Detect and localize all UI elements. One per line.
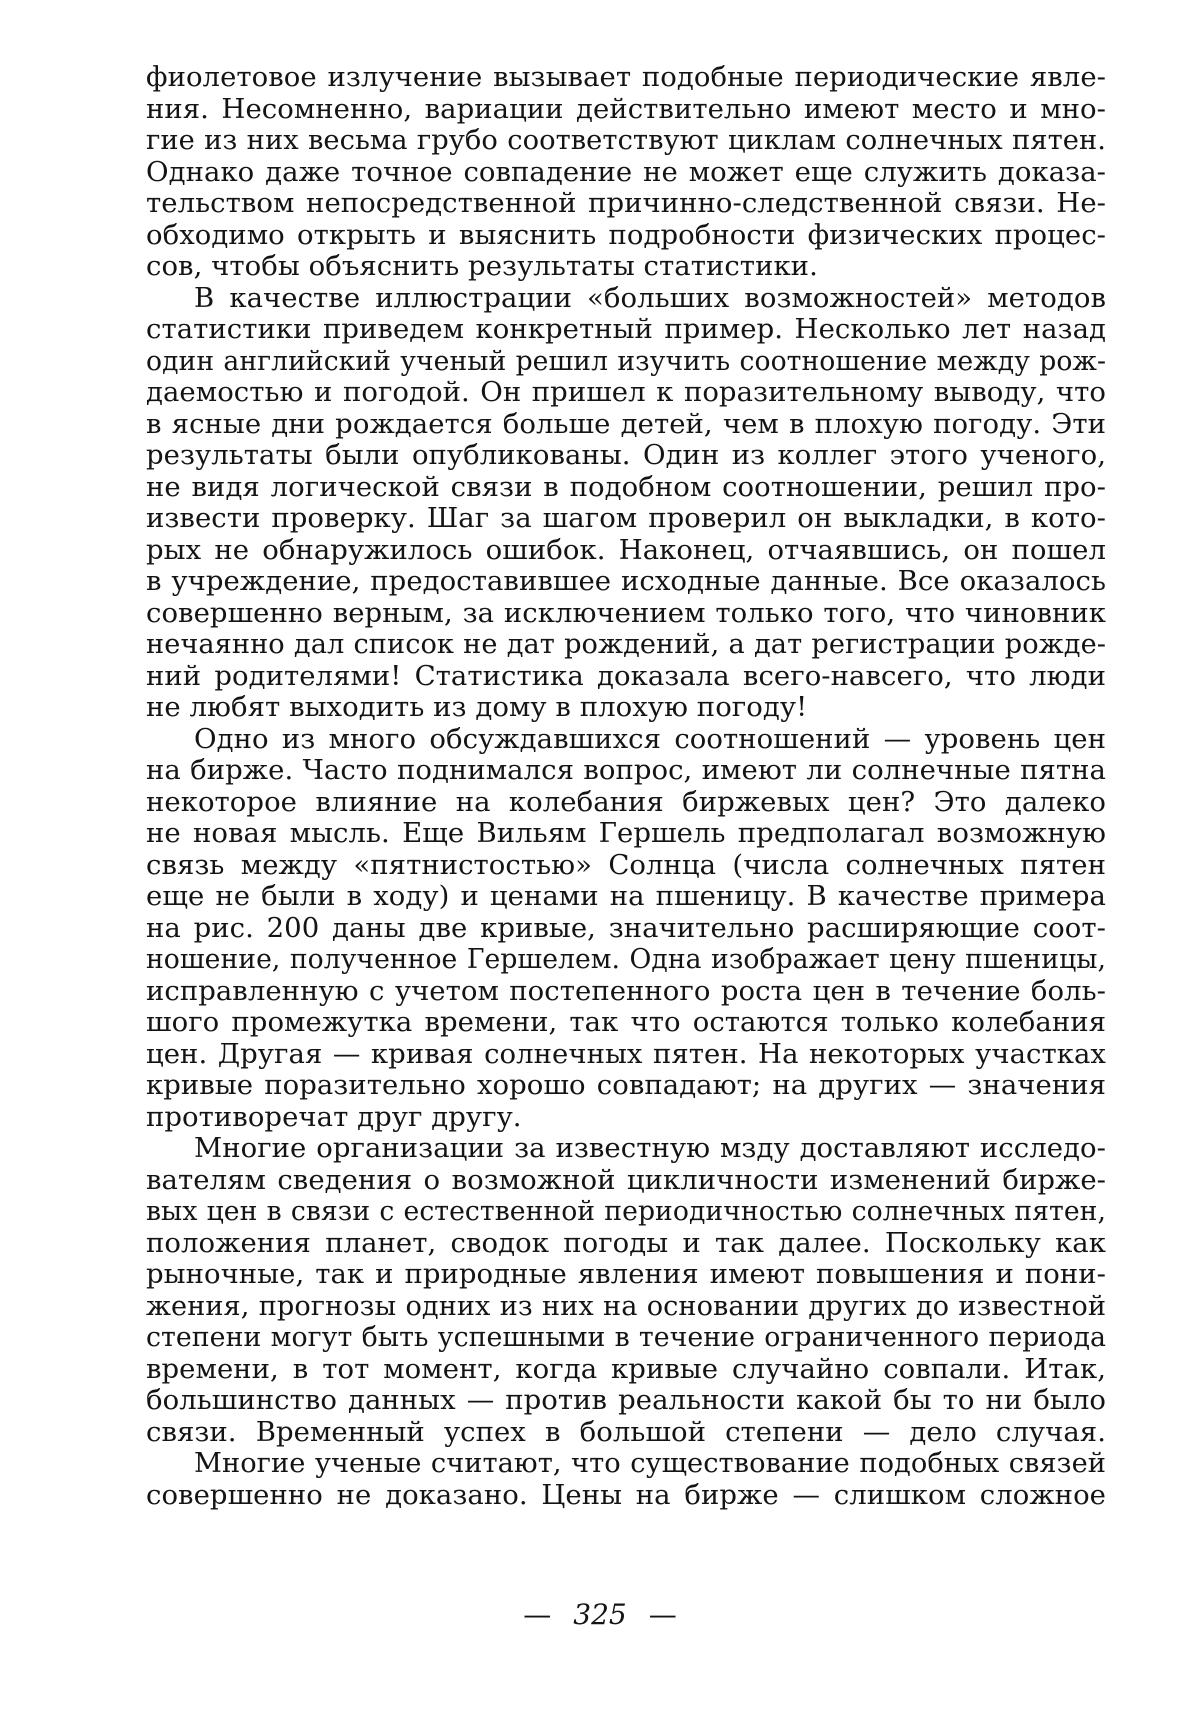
text-line: положения планет, сводок погоды и так далее. Поскольку как (146, 1226, 1106, 1259)
text-line: гие из них весьма грубо соответствуют циклам солнечных пятен. (146, 125, 1106, 156)
body-text (146, 62, 1106, 1511)
text-line: на рис. 200 даны две кривые, значительно расширяющие соот- (146, 911, 1106, 944)
text-line: степени могут быть успешными в течение ограниченного периода (146, 1322, 1106, 1353)
text-line: не любят выходить из дому в плохую погоду! (146, 691, 808, 723)
page-number-dash-right: — (648, 1598, 677, 1631)
text-line: большинство данных — против реальности какой бы то ни было (146, 1384, 1106, 1416)
text-line: не новая мысль. Еще Вильям Гершель предполагал возможную (146, 817, 1106, 849)
text-line: фиолетовое излучение вызывает подобные периодические явле- (146, 61, 1106, 93)
text-line: результаты были опубликованы. Один из коллег этого ученого, (146, 439, 1106, 471)
text-line: Одно из много обсуждавшихся соотношений — уровень цен (194, 722, 1106, 755)
text-line: ний родителями! Статистика доказала всего-навсего, что люди (146, 659, 1106, 692)
text-line: Однако даже точное совпадение не может еще служить доказа- (146, 155, 1106, 188)
page-number-dash-left: — (523, 1598, 552, 1631)
text-line: не видя логической связи в подобном соотношении, решил про- (146, 470, 1106, 503)
text-line: сов, чтобы объяснить результаты статистики. (146, 250, 818, 282)
text-line: жения, прогнозы одних из них на основании других до известной (146, 1290, 1106, 1322)
text-line: совершенно не доказано. Цены на бирже — слишком сложное (146, 1478, 1106, 1511)
text-line: рыночные, так и природные явления имеют повышения и пони- (146, 1258, 1106, 1290)
text-line: на бирже. Часто поднимался вопрос, имеют ли солнечные пятна (146, 754, 1106, 786)
text-line: противоречат друг другу. (146, 1100, 522, 1133)
text-line: в ясные дни рождается больше детей, чем в плохую погоду. Эти (146, 407, 1106, 440)
text-line: извести проверку. Шаг за шагом проверил он выкладки, в кото- (146, 502, 1106, 534)
text-line: Многие ученые считают, что существование подобных связей (194, 1448, 1106, 1479)
text-line: совершенно верным, за исключением только того, что чиновник (146, 596, 1106, 629)
text-line: Многие организации за известную мзду доставляют исследо- (194, 1132, 1106, 1164)
text-line: вых цен в связи с естественной периодичностью солнечных пятен, (146, 1196, 1106, 1227)
text-line: шого промежутка времени, так что остаются только колебания (146, 1006, 1106, 1038)
text-line: один английский ученый решил изучить соотношение между рож- (146, 345, 1106, 377)
text-line: нечаянно дал список не дат рождений, а дат регистрации рожде- (146, 629, 1106, 660)
text-line: даемостью и погодой. Он пришел к поразительному выводу, что (146, 376, 1106, 408)
text-line: времени, в тот момент, когда кривые случайно совпали. Итак, (146, 1352, 1106, 1385)
text-line: некоторое влияние на колебания биржевых цен? Это далеко (146, 785, 1106, 818)
page-number-footer (0, 1598, 1200, 1631)
text-line: ношение, полученное Гершелем. Одна изображает цену пшеницы, (146, 944, 1106, 975)
text-line: ния. Несомненно, вариации действительно имеют место и мно- (146, 92, 1106, 125)
text-line: тельством непосредственной причинно-следственной связи. Не- (146, 187, 1106, 219)
text-line: рых не обнаружилось ошибок. Наконец, отчаявшись, он пошел (146, 533, 1106, 566)
page-number: 325 (573, 1598, 627, 1631)
text-line: кривые поразительно хорошо совпадают; на других — значения (146, 1069, 1106, 1101)
text-line: исправленную с учетом постепенного роста цен в течение боль- (146, 974, 1106, 1007)
text-line: в учреждение, предоставившее исходные данные. Все оказалось (146, 565, 1106, 597)
text-line: связь между «пятнистостью» Солнца (числа солнечных пятен (146, 848, 1106, 881)
text-line: связи. Временный успех в большой степени — дело случая. (146, 1415, 1106, 1448)
text-line: статистики приведем конкретный пример. Несколько лет назад (146, 313, 1106, 345)
text-line: обходимо открыть и выяснить подробности физических процес- (146, 218, 1106, 251)
text-line: еще не были в ходу) и ценами на пшеницу. В качестве примера (146, 880, 1106, 912)
text-line: вателям сведения о возможной цикличности изменений бирже- (146, 1163, 1106, 1196)
text-line: В качестве иллюстрации «больших возможностей» методов (194, 281, 1106, 314)
text-line: цен. Другая — кривая солнечных пятен. На некоторых участках (146, 1037, 1106, 1070)
